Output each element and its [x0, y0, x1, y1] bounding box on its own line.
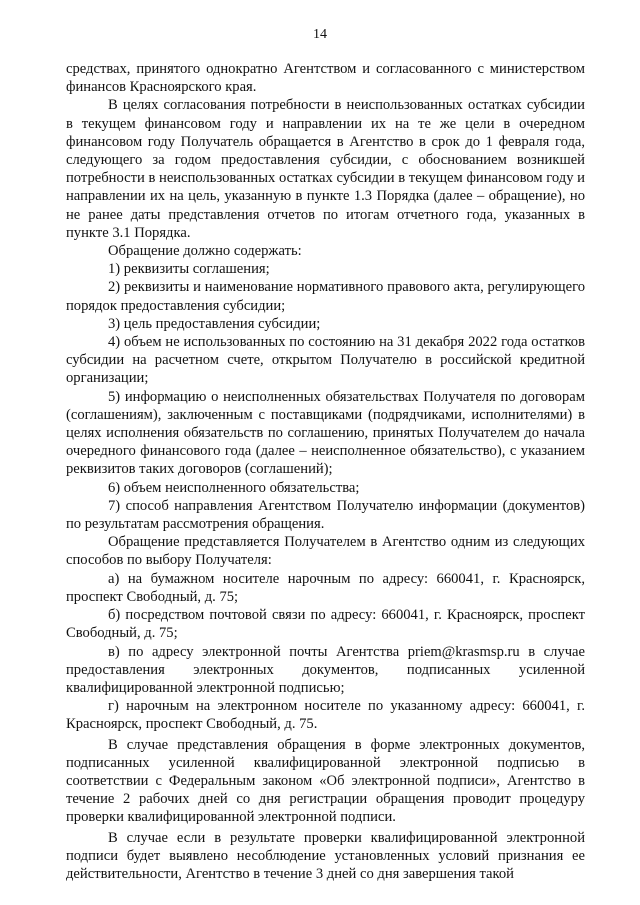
list-item-4: 4) объем не использованных по состоянию на 31 декабря 2022 года остатков субсидии на расчетном счете, открытом Получателю в российской кредитной организации;	[66, 334, 585, 387]
list-item-g: г) нарочным на электронном носителе по указанному адресу: 660041, г. Красноярск, проспект Свободный, д. 75.	[66, 698, 585, 733]
list-item-5: 5) информацию о неисполненных обязательствах Получателя по договорам (соглашениям), заключенным с поставщиками (подрядчиками, исполнителями) в целях исполнения обязательств по соглашению, принятых Получателем до начала очередного финансового года (далее – неисполненное обязательство), с указанием реквизитов таких договоров (соглашений);	[66, 388, 585, 478]
paragraph-electronic-signature-check: В случае представления обращения в форме электронных документов, подписанных усиленной квалифицированной электронной подписью в соответствии с Федеральным законом «Об электронной подписи», Агентство в течение 2 рабочих дней со дня регистрации обращения проводит процедуру проверки квалифицированной электронной подписи.	[66, 736, 585, 826]
list-item-b: б) посредством почтовой связи по адресу: 660041, г. Красноярск, проспект Свободный, д. 75;	[66, 607, 585, 642]
page-number: 14	[313, 27, 327, 42]
list-item-2: 2) реквизиты и наименование нормативного правового акта, регулирующего порядок предоставления субсидии;	[66, 279, 585, 314]
paragraph-signature-invalid: В случае если в результате проверки квалифицированной электронной подписи будет выявлено несоблюдение установленных условий признания ее действительности, Агентство в течение 3 дней со дня завершения такой	[66, 829, 585, 882]
list-item-3: 3) цель предоставления субсидии;	[108, 315, 321, 332]
body-text	[66, 60, 585, 883]
list-item-v: в) по адресу электронной почты Агентства priem@krasmsp.ru в случае предоставления электронных документов, подписанных усиленной квалифицированной электронной подписью;	[66, 643, 585, 696]
list-item-7: 7) способ направления Агентством Получателю информации (документов) по результатам рассмотрения обращения.	[66, 497, 585, 533]
paragraph-agreement-request: В целях согласования потребности в неиспользованных остатках субсидии в текущем финансовом году и направлении их на те же цели в очередном финансовом году Получатель обращается в Агентство в срок до 1 февраля года, следующего за годом предоставления субсидии, с обоснованием возникшей потребности в неиспользованных остатках субсидии в текущем финансовом году и направлении их на цель, указанную в пункте 1.3 Порядка (далее – обращение), но не ранее даты представления отчетов по итогам отчетного года, указанных в пункте 3.1 Порядка.	[66, 97, 585, 241]
list-item-1: 1) реквизиты соглашения;	[108, 261, 270, 278]
list-item-6: 6) объем неисполненного обязательства;	[108, 479, 360, 496]
paragraph-request-contents: Обращение должно содержать:	[108, 243, 302, 260]
paragraph-continuation: средствах, принятого однократно Агентством и согласованного с министерством финансов Красноярского края.	[66, 61, 585, 96]
paragraph-submission-methods: Обращение представляется Получателем в Агентство одним из следующих способов по выбору Получателя:	[66, 534, 585, 569]
list-item-a: а) на бумажном носителе нарочным по адресу: 660041, г. Красноярск, проспект Свободный, д. 75;	[66, 570, 585, 605]
